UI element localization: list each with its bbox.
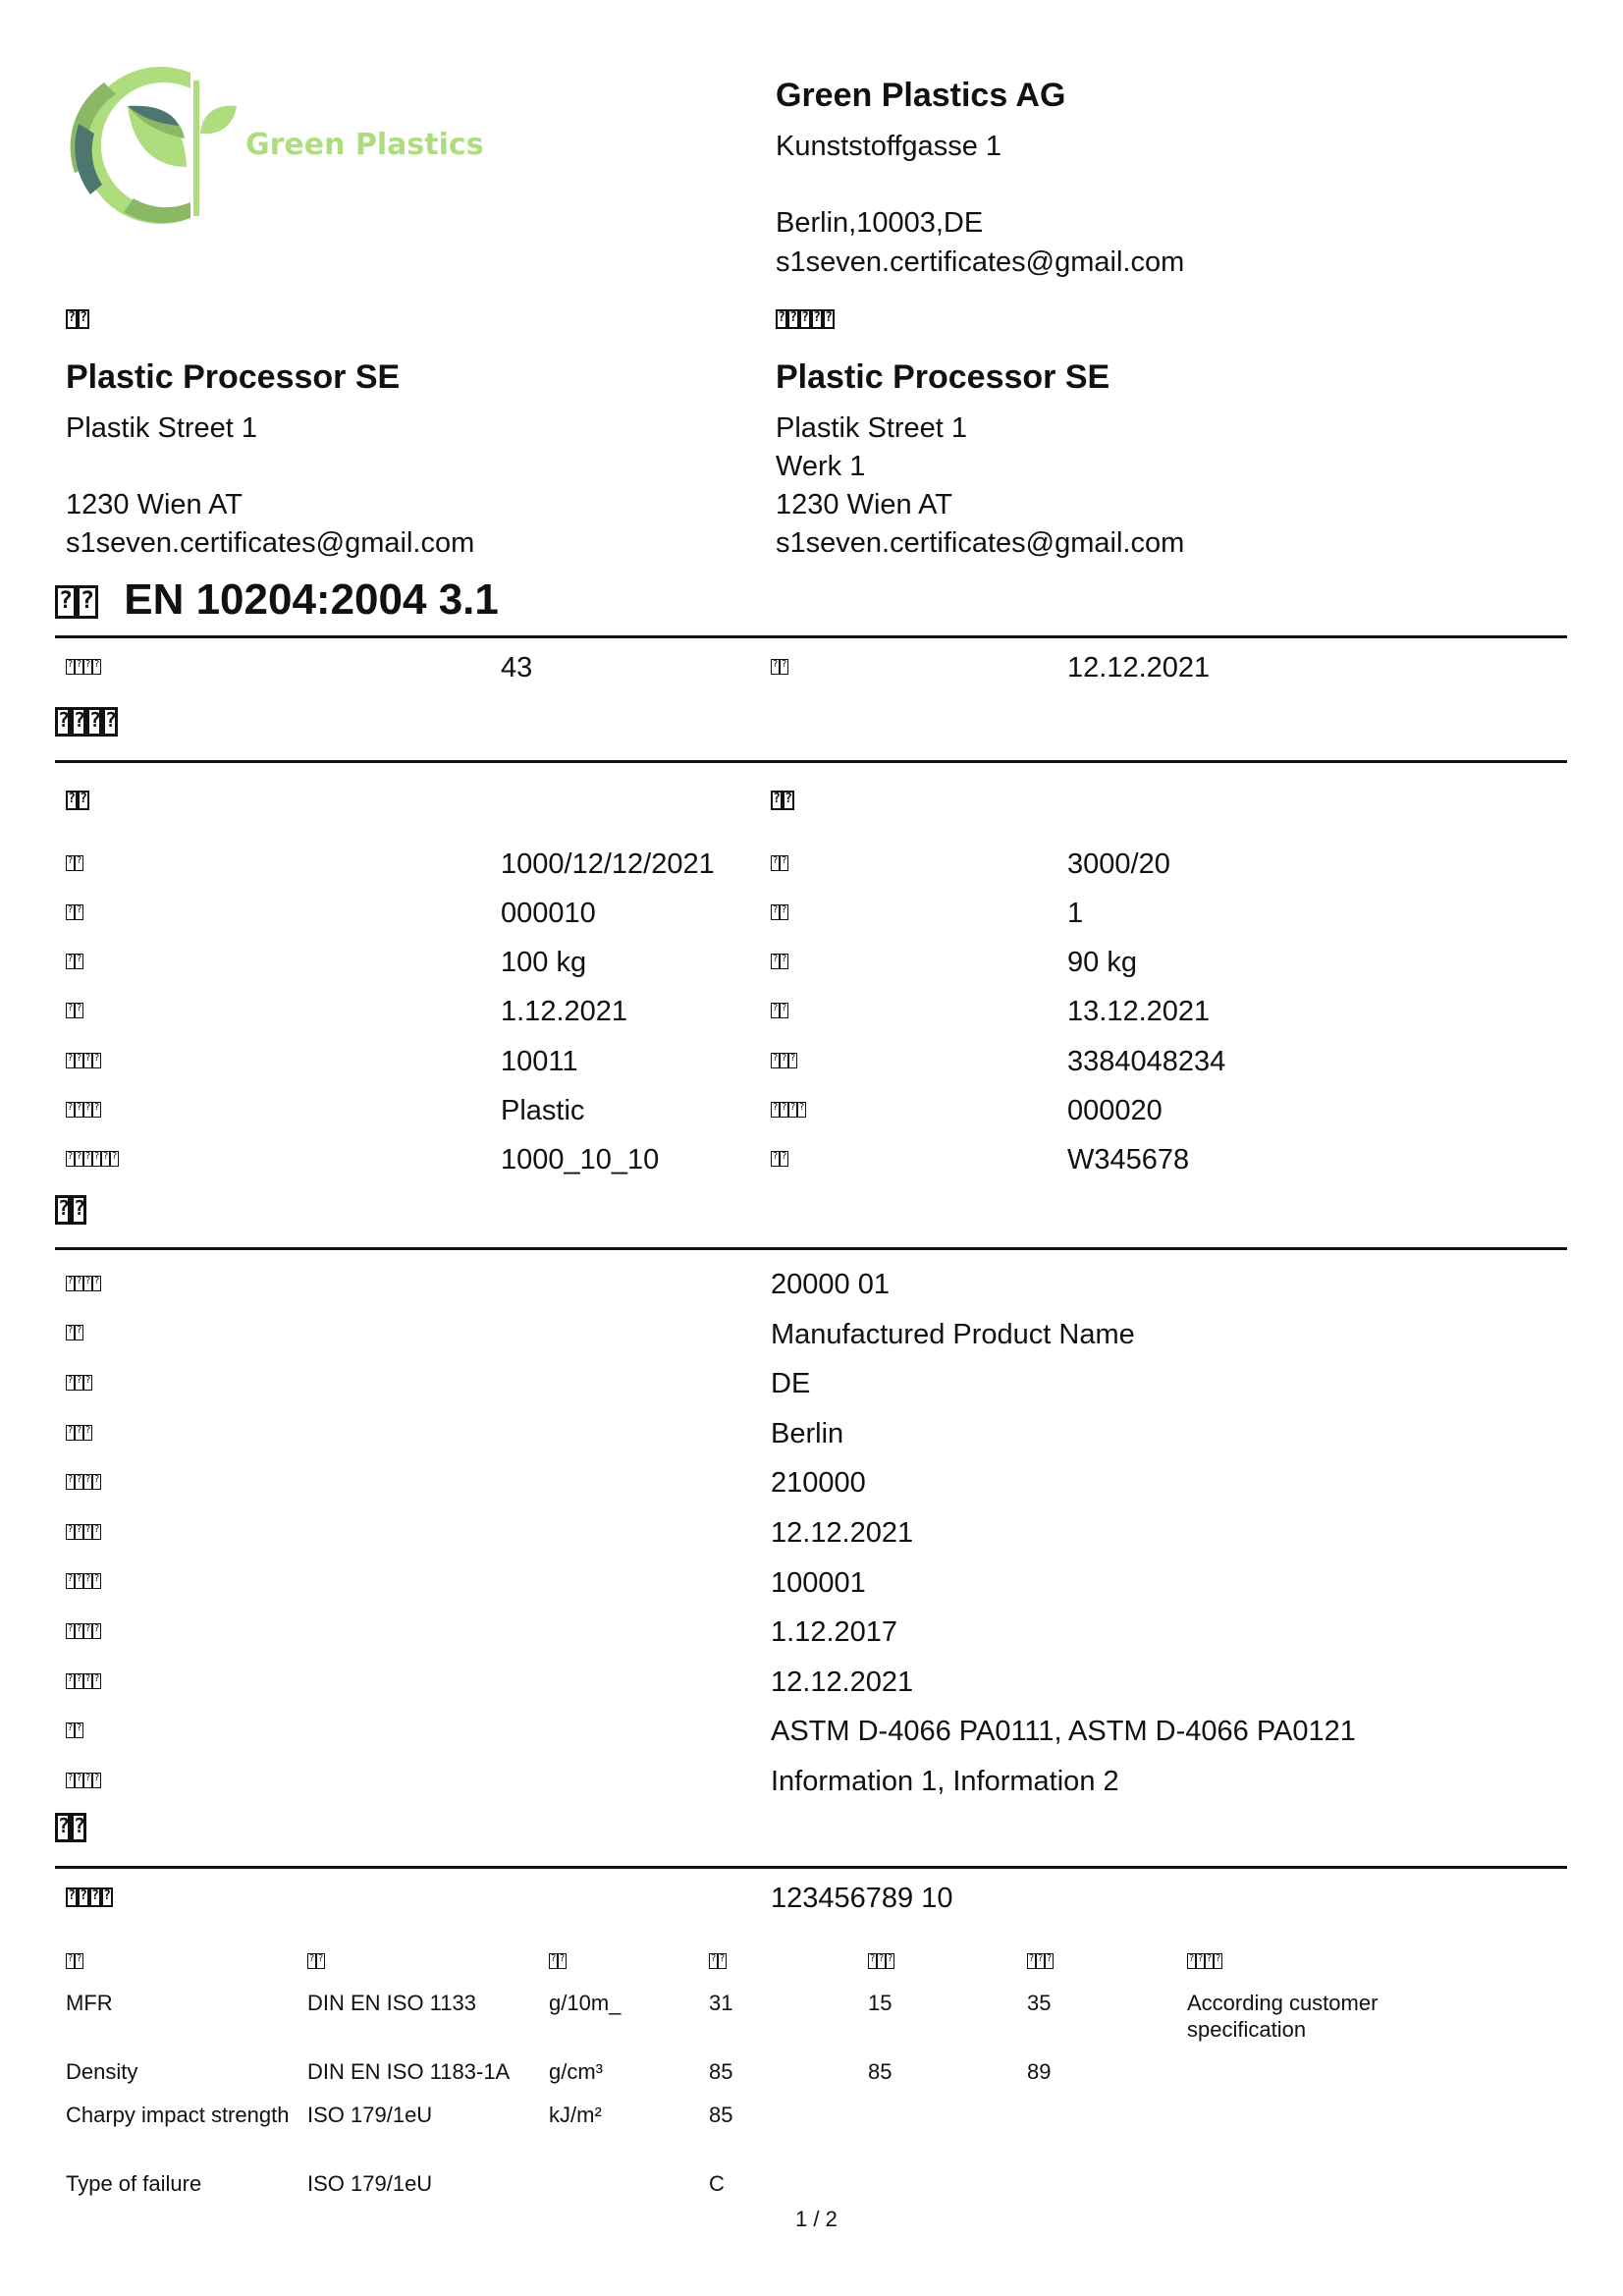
table-cell-remark: According customer specification xyxy=(1187,1991,1379,2042)
title-standard: EN 10204:2004 3.1 xyxy=(124,575,499,624)
order-field-label: ? ? ? ? xyxy=(66,1101,101,1119)
table-cell-unit: g/10m_ xyxy=(549,1991,622,2015)
issuer-street: Kunststoffgasse 1 xyxy=(776,131,1002,162)
product-field-label: ? ? xyxy=(66,1722,83,1739)
product-field-value: DE xyxy=(771,1368,811,1400)
product-section-heading: ? ? xyxy=(55,1195,86,1225)
product-field-label: ? ? ? ? xyxy=(66,1523,101,1541)
issuer-city: Berlin,10003,DE xyxy=(776,207,984,239)
divider xyxy=(55,1866,1567,1869)
product-field-label: ? ? ? ? xyxy=(66,1573,101,1591)
customer-email: s1seven.certificates@gmail.com xyxy=(66,527,475,559)
page-number: 1 / 2 xyxy=(795,2207,838,2231)
title-prefix: ? ? xyxy=(55,575,98,624)
table-cell-method: ISO 179/1eU xyxy=(307,2103,433,2127)
order-field-value: 10011 xyxy=(501,1046,578,1077)
product-field-label: ? ? xyxy=(66,1325,83,1342)
table-cell-property: Charpy impact strength xyxy=(66,2103,290,2127)
order-field-value: 100 kg xyxy=(501,947,587,978)
cert-number-label: ? ? ? ? xyxy=(66,658,101,676)
order-field-value: 000020 xyxy=(1067,1095,1163,1126)
table-cell-method: DIN EN ISO 1183-1A xyxy=(307,2059,511,2084)
product-field-value: 210000 xyxy=(771,1467,866,1500)
order-field-value: 1000_10_10 xyxy=(501,1144,660,1175)
table-cell-unit: g/cm³ xyxy=(549,2059,603,2084)
lot-label: ? ? ? ? xyxy=(66,1887,113,1907)
product-field-value: Information 1, Information 2 xyxy=(771,1766,1119,1797)
order-field-label: ? ? xyxy=(771,1002,788,1019)
product-field-value: Berlin xyxy=(771,1417,844,1449)
product-field-value: 12.12.2021 xyxy=(771,1666,914,1698)
order-field-label: ? ? ? ? ? ? xyxy=(66,1150,119,1168)
table-cell-method: ISO 179/1eU xyxy=(307,2171,433,2196)
logo-mark-icon xyxy=(65,65,242,226)
divider xyxy=(55,760,1567,763)
issuer-name: Green Plastics AG xyxy=(776,77,1066,114)
order-field-value: 1 xyxy=(1067,898,1084,929)
product-field-value: 100001 xyxy=(771,1566,866,1599)
cert-date-value: 12.12.2021 xyxy=(1067,652,1211,683)
customer-label: ? ? xyxy=(66,309,89,329)
table-cell-value: 31 xyxy=(709,1991,733,2015)
order-field-value: 1000/12/12/2021 xyxy=(501,848,715,880)
table-header-cell: ? ? ? xyxy=(1027,1952,1054,1970)
table-cell-min: 15 xyxy=(868,1991,893,2015)
order-field-label: ? ? xyxy=(771,903,788,921)
table-cell-property: Type of failure xyxy=(66,2171,202,2196)
order-field-value: W345678 xyxy=(1067,1144,1190,1175)
receiver-email: s1seven.certificates@gmail.com xyxy=(776,527,1185,559)
divider xyxy=(55,1247,1567,1250)
company-logo xyxy=(65,65,242,226)
product-field-label: ? ? ? ? xyxy=(66,1672,101,1690)
product-field-value: 20000 01 xyxy=(771,1269,890,1300)
receiver-label: ? ? ? ? ? xyxy=(776,309,835,329)
product-field-label: ? ? ? ? xyxy=(66,1772,101,1789)
table-cell-unit: kJ/m² xyxy=(549,2103,602,2127)
order-field-label: ? ? xyxy=(771,953,788,970)
product-field-value: ASTM D-4066 PA0111, ASTM D-4066 PA0121 xyxy=(771,1716,1356,1748)
customer-street: Plastik Street 1 xyxy=(66,412,258,444)
order-field-label: ? ? ? ? xyxy=(66,1052,101,1069)
order-field-label: ? ? ? xyxy=(771,1052,797,1069)
lot-value: 123456789 10 xyxy=(771,1883,953,1914)
logo-text: Green Plastics xyxy=(245,128,484,162)
table-header-cell: ? ? xyxy=(66,1952,83,1970)
table-header-cell: ? ? ? ? xyxy=(1187,1952,1222,1970)
order-field-value: 13.12.2021 xyxy=(1067,996,1211,1027)
cert-date-label: ? ? xyxy=(771,658,788,676)
product-field-label: ? ? ? ? xyxy=(66,1622,101,1640)
table-cell-min: 85 xyxy=(868,2059,893,2084)
table-cell-method: DIN EN ISO 1133 xyxy=(307,1991,476,2015)
product-field-value: 1.12.2017 xyxy=(771,1616,898,1649)
order-field-value: 3000/20 xyxy=(1067,848,1170,880)
order-left-heading: ? ? xyxy=(66,791,89,810)
order-field-label: ? ? xyxy=(771,1150,788,1168)
order-field-value: Plastic xyxy=(501,1095,585,1126)
order-field-label: ? ? xyxy=(66,1002,83,1019)
table-header-cell: ? ? ? xyxy=(868,1952,894,1970)
order-field-value: 1.12.2021 xyxy=(501,996,628,1027)
table-header-cell: ? ? xyxy=(709,1952,727,1970)
order-section-heading: ? ? ? ? xyxy=(55,707,118,737)
table-header-cell: ? ? xyxy=(549,1952,567,1970)
receiver-name: Plastic Processor SE xyxy=(776,358,1110,396)
table-cell-value: 85 xyxy=(709,2103,733,2127)
product-field-label: ? ? ? xyxy=(66,1424,92,1442)
receiver-city: 1230 Wien AT xyxy=(776,489,953,520)
receiver-street2: Werk 1 xyxy=(776,451,866,482)
order-field-value: 90 kg xyxy=(1067,947,1137,978)
table-cell-property: MFR xyxy=(66,1991,113,2015)
product-field-value: Manufactured Product Name xyxy=(771,1318,1135,1350)
customer-city: 1230 Wien AT xyxy=(66,489,243,520)
order-field-label: ? ? xyxy=(66,854,83,872)
product-field-label: ? ? ? xyxy=(66,1374,92,1392)
order-field-label: ? ? xyxy=(66,903,83,921)
order-field-label: ? ? xyxy=(66,953,83,970)
table-cell-max: 89 xyxy=(1027,2059,1052,2084)
inspection-section-heading: ? ? xyxy=(55,1813,86,1842)
order-field-value: 3384048234 xyxy=(1067,1046,1226,1077)
certificate-title xyxy=(55,575,499,625)
divider xyxy=(55,635,1567,638)
table-cell-value: C xyxy=(709,2171,725,2196)
product-field-label: ? ? ? ? xyxy=(66,1473,101,1491)
order-right-heading: ? ? xyxy=(771,791,794,810)
receiver-street: Plastik Street 1 xyxy=(776,412,968,444)
product-field-value: 12.12.2021 xyxy=(771,1517,914,1549)
order-field-label: ? ? ? ? xyxy=(771,1101,806,1119)
table-cell-value: 85 xyxy=(709,2059,733,2084)
cert-number-value: 43 xyxy=(501,652,533,683)
table-header-cell: ? ? xyxy=(307,1952,325,1970)
table-cell-max: 35 xyxy=(1027,1991,1052,2015)
product-field-label: ? ? ? ? xyxy=(66,1275,101,1292)
order-field-label: ? ? xyxy=(771,854,788,872)
customer-name: Plastic Processor SE xyxy=(66,358,401,396)
issuer-email: s1seven.certificates@gmail.com xyxy=(776,246,1185,278)
order-field-value: 000010 xyxy=(501,898,596,929)
table-cell-property: Density xyxy=(66,2059,138,2084)
